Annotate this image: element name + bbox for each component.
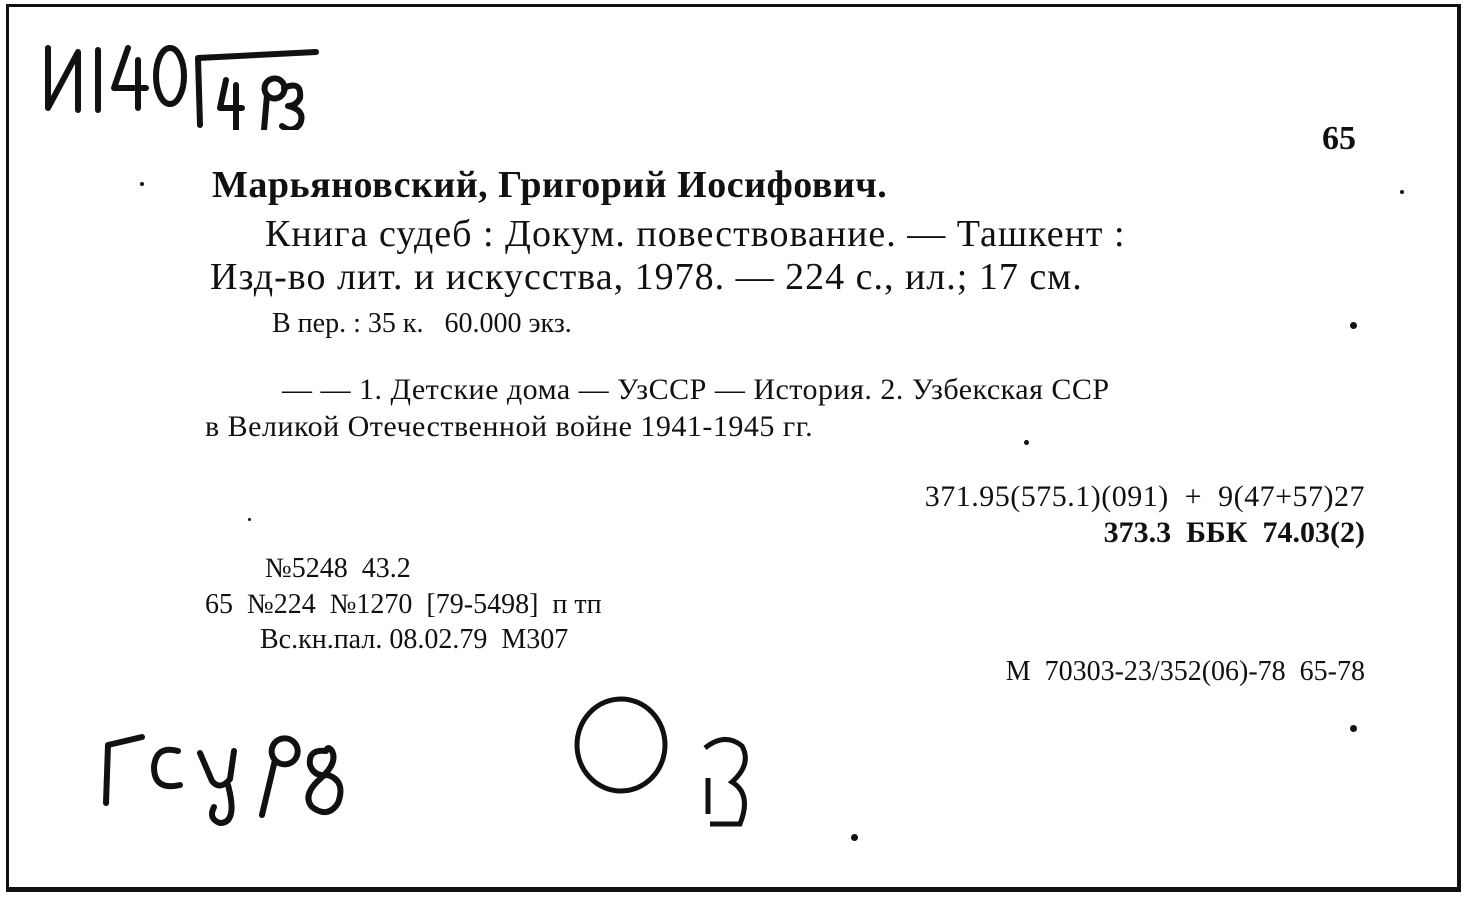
card-number: 65	[1322, 120, 1356, 157]
price-print-run: В пер. : 35 к. 60.000 экз.	[272, 308, 572, 339]
bbk-classification: 373.3 ББК 74.03(2)	[1103, 516, 1365, 549]
handwritten-shelf-mark	[88, 715, 368, 830]
stamp-marks	[570, 690, 770, 840]
stat-line-3: Вс.кн.пал. 08.02.79 М307	[260, 624, 569, 655]
udc-classification: 371.95(575.1)(091) + 9(47+57)27	[924, 480, 1365, 513]
author-heading: Марьяновский, Григорий Иосифович.	[212, 164, 888, 206]
handwritten-call-mark	[30, 30, 320, 130]
title-line-2: Изд-во лит. и искусства, 1978. — 224 с., ил.; 17 см.	[210, 256, 1083, 298]
stat-line-2: 65 №224 №1270 [79-5498] п тп	[205, 589, 602, 620]
subject-headings-line-1: — — 1. Детские дома — УзССР — История. 2. Узбекская ССР	[282, 373, 1110, 406]
subject-headings-line-2: в Великой Отечественной войне 1941-1945 гг.	[205, 410, 814, 443]
stat-line-1: №5248 43.2	[265, 553, 411, 584]
publisher-code: М 70303-23/352(06)-78 65-78	[1005, 656, 1365, 687]
title-line-1: Книга судеб : Докум. повествование. — Ташкент :	[265, 213, 1126, 255]
